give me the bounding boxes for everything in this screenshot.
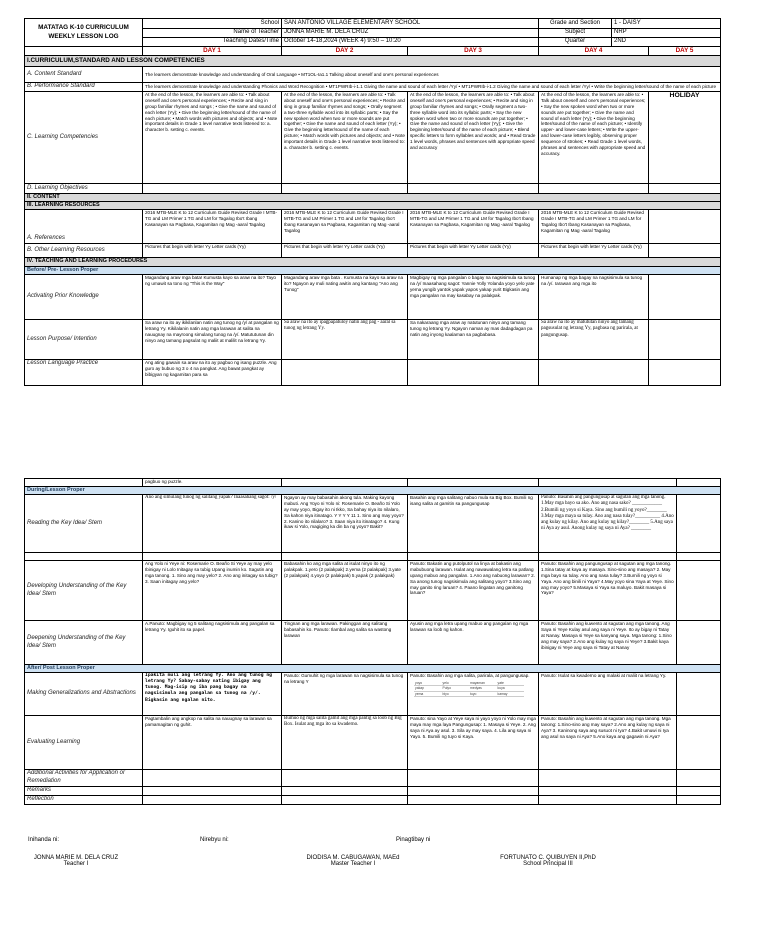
activating-day-3: Magbigay ng mga pangalan o bagay na nagsisimula sa tunog na /y/ Inaasahang sagot: Yannie Yolly Yolanda yoyo yelo yate yema yungib yantok yapak yapos yakap yurit Bigkasin ang mga pangalan na may kasabay na palakpak. — [408, 275, 539, 320]
deepening-day-1: A.Panuto: Magbigay ng 5 salitang nagsisimula ang pangalan sa letrang Yy. Iguhit ito sa papel. — [143, 621, 282, 665]
references-day-4: 2016 MTB-MLE K to 12 Curriculum Guide Revised Grade I MTB-TG and LM Primer 1 TG and LM for Tagalog Ibo't Ibang Kasanayan sa Pagbasa, Kagamitan ng Mag -aaral Tagalog — [539, 210, 649, 244]
deepening-day-4: Panuto: Basahin ang kuwento at sagutan ang mga tanong. Ang Saya ni Yeye Kulay asul ang saya ni Yeye. Ito ay bigay ni Tatay at Nanay. Masaya si Yeye sa kanyang saya. Mga tanong: 1.Sino ang may saya? 2.Ano ang kulay ng saya ni Yeye? 3.Bakit kaya ibinigay ni Yeye ang saya ni Tatay at Nanay — [539, 621, 677, 665]
reading-day-4: Panuto: Basahin ang pangungusap at sagutan ang mga tanong. 1.May mga bayo sa ako. Ano ang nasa sako? ____________ 2.Bumili ng yoyo si Kaya. Sino ang bumili ng yoyo?________ 3.May mga maya sa tulay. Ano ang nasa tulay?__________ 4.Ano ang kulay ng kilay. Ano ang kulay ng kilay?________ 5.Ang saya ni Aya ay asul. Anong kulay ng saya ni Aya? ________ — [539, 495, 677, 553]
principal-title: School Principal III — [523, 861, 573, 867]
label-deepening: Deepening Understanding of the Key Idea/ Stem — [25, 621, 143, 665]
references-day-1: 2016 MTB-MLE K to 12 Curriculum Guide Revised Grade I MTB-TG and LM Primer 1 TG and LM for Tagalog Ibo't Ibang Kasanayan sa Pagbasa, Kagamitan ng Mag -aaral Tagalog — [143, 210, 282, 244]
references-day-2: 2016 MTB-MLE K to 12 Curriculum Guide Revised Grade I MTB-TG and LM Primer 1 TG and LM for Tagalog Ibo't Ibang Kasanayan sa Pagbasa, Kagamitan ng Mag -aaral Tagalog — [282, 210, 408, 244]
label-performance-standard: B. Performance Standard — [25, 83, 143, 92]
master-teacher-name: DIODISA M. CABUGAWAN, MAEd — [306, 855, 400, 861]
language-day-1: Ang ating gawain sa araw na ito ay pagbuo ng isang puzzle. Ang guro ay bubuo ng 3 o 4 na pangkat. Ang bawat pangkat ay bibigyan ng kagamitan para sa — [143, 360, 282, 386]
competencies-day-4: At the end of the lesson, the learners are able to: • Talk about oneself and one's personal experiences; • Say the new spoken word when two or more sounds are put together; • Give the name and sound of each letter (Yy); • Give the beginning letter/sound of the name of each picture; • Identify upper- and lower-case letters; • Write the upper- and lower-case letters legibly, observing proper sequence of strokes; • Read Grade 1 level words, phrases and sentences with appropriate speed and accuracy. — [539, 92, 649, 184]
signature-teacher — [16, 855, 136, 867]
subject-value: NRP — [612, 29, 721, 38]
checked-by-label: Nirebyu ni: — [200, 837, 229, 843]
section-during: During/Lesson Proper — [25, 487, 721, 495]
activating-day-1: Magandang araw mga bata! Kumusta kayo sa araw na ito? Tayo ng umawit sa tono ng "This is the Way" — [143, 275, 282, 320]
label-language: Lesson Language Practice — [25, 360, 143, 386]
section-resources: III. LEARNING RESOURCES — [25, 202, 721, 210]
master-teacher-title: Master Teacher I — [330, 861, 376, 867]
label-purpose: Lesson Purpose/ Intention — [25, 320, 143, 360]
lesson-log-page-1 — [24, 18, 720, 386]
word-cell: yate — [497, 681, 525, 686]
teacher-title: Teacher I — [63, 861, 89, 867]
school-value: SAN ANTONIO VILLAGE ELEMENTARY SCHOOL — [282, 19, 539, 29]
teacher-name: JONNA MARIE M. DELA CRUZ — [33, 855, 119, 861]
noted-by-label: Pinagtibay ni — [396, 837, 431, 843]
lesson-log-table-continued — [24, 478, 721, 805]
lesson-log-page-2 — [24, 478, 720, 805]
principal-name: FORTUNATO C. QUIBUYEN II,PhD — [500, 855, 596, 861]
word-cell: tuyo — [469, 691, 497, 696]
word-cell: Pulyo — [442, 686, 470, 691]
section-before: Before/ Pre- Lesson Proper — [25, 267, 721, 275]
purpose-day-1: Sa araw na ito ay ikikilanlan natin ang tunog ng /y/ at pangalan ng letrang Yy. Kikilalanin natin ang mga larawan at salita na nauugnay na mayroong simulang tunog na /y/. Matututunan din ninyo ang tamang pagsulat ng maliit at malilit na letrang Yy. — [143, 320, 282, 360]
evaluating-day-1: Pagtambalin ang angkop na salita na nauugnay sa larawan sa pamamagitan ng guhit. — [143, 716, 282, 770]
language-day-1-continued: pagbuo ng puzzle. — [143, 479, 282, 487]
other-resources-day-2: Pictures that begin with letter Yy Letter cards (Yy) — [282, 244, 408, 258]
quarter-label: Quarter — [539, 38, 612, 47]
label-additional: Additional Activities for Application or Remediation — [25, 770, 143, 787]
section-content: II. CONTENT — [25, 194, 721, 202]
section-procedures: IV. TEACHING AND LEARNING PROCEDURES — [25, 258, 721, 267]
prepared-by-label: Inihanda ni: — [28, 837, 60, 843]
word-cell: medyas — [469, 686, 497, 691]
deepening-day-3: Ayusin ang mga letra upang mabuo ang pangalan ng mga larawan sa loob ng kahon. — [408, 621, 539, 665]
developing-day-1: Ang Yolo ni Yeye ni: Rosemarie O. Beaño Si Yeye ay may yelo Ibinigay ni Lolo Initagay sa tubig Upang inumin ko. Sagutin ang mga tanong. 1. Sino ang may yelo? 2. Ano ang initagay sa tubig? 3. Saan initagay ang yelo? — [143, 561, 282, 621]
quarter-value: 2ND — [612, 38, 721, 47]
dates-value: October 14-18,2024 (WEEK 4) 9:50 – 10:20 — [282, 38, 539, 47]
purpose-day-2: Sa araw na ito ay ipagpapatuloy natin ang pag - aaral sa tunog ng letrang Yy. — [282, 320, 408, 360]
day-5-header: DAY 5 — [649, 47, 721, 56]
label-evaluating: Evaluating Learning — [25, 716, 143, 770]
deepening-day-2: Tingnan ang mga larawan. Pakinggan ang salitang babasahin ko. Panuto: Ilambal ang salita sa wastong larawan — [282, 621, 408, 665]
references-day-3: 2016 MTB-MLE K to 12 Curriculum Guide Revised Grade I MTB-TG and LM Primer 1 TG and LM for Tagalog Ibo't Ibang Kasanayan sa Pagbasa, Kagamitan ng Mag -aaral Tagalog — [408, 210, 539, 244]
word-cell: yema — [414, 691, 442, 696]
label-reflection: Reflection — [25, 796, 143, 805]
word-cell: kamay — [497, 691, 525, 696]
generalizations-day-3-text: Panuto: Basahin ang mga salita, parirala, at pangungusap. — [410, 673, 530, 679]
evaluating-day-2: Bumuo ng mga salita gamit ang mga pantig sa loob ng Big Box. Isulat ang mga ito sa kwaderno. — [282, 716, 408, 770]
evaluating-day-4: Panuto: Basahin ang kuwento at sagutan ang mga tanong. Mga tanong: 1.Sino-sino ang may saya? 2.Ano ang kulay ng saya ni Aya? 3. Kaninong saya ang susuot ni Iya? 4.Bakit umuwi ni Iya ang asul na saya ni Aya? 5.Ano kaya ang gagawin ni Aya? — [539, 716, 677, 770]
other-resources-day-1: Pictures that begin with letter Yy Letter cards (Yy) — [143, 244, 282, 258]
label-references: A. References — [25, 210, 143, 244]
developing-day-2: Babasahin ko ang mga salita at isulat ninyo ito ng palakpak. 1.yero (2 palakpak) 2.yema (2 palakpak) 3.yate (2 palakpak) 4.yoyo (2 palakpak) 5.yapak (2 palakpak) — [282, 561, 408, 621]
performance-standard: The learners demonstrate knowledge and understanding Phonics and Word Recognition • MT1PWRIb-i-1.1 Giving the name and sound of each letter /Yy/ • MT1PWRIb-i-1.2 Giving the name and sound of each letter /Yy/ • Write the beginning letter/sound of the name of each picture — [143, 83, 721, 92]
label-competencies: C. Learning Competencies — [25, 92, 143, 184]
evaluating-day-3: Panuto: sina Yayo at Yeye saya ni yayo yoyo ni Yolo may mga maya may mga laya Pangungusap: 1. Masaya si Yeye. 2. Ang saya ni Aya ay asul. 3. Sila ay may saya. 4. Lila ang saya ni Yayo. 5. Bumili ng tuyo si Kaya. — [408, 716, 539, 770]
generalizations-day-4: Panuto: Isulat sa kwaderno ang malaki at maliit na letrang Yy. — [539, 673, 677, 716]
signature-principal — [478, 855, 618, 867]
word-cell: mayaman — [469, 681, 497, 686]
teacher-label: Name of Teacher — [143, 29, 282, 38]
other-resources-day-4: Pictures that begin with letter Yy Letter cards (Yy) — [539, 244, 649, 258]
day-3-header: DAY 3 — [408, 47, 539, 56]
section-competencies: I.CURRICULUM,STANDARD AND LESSON COMPETENCIES — [25, 56, 721, 67]
signature-master-teacher — [278, 855, 428, 867]
reading-day-1: Ano ang simulang tunog ng salitang yapak? Inaasahang sagot: /y/ — [143, 495, 282, 553]
word-cell: yelo — [442, 681, 470, 686]
label-objectives: D. Learning Objectives — [25, 184, 143, 194]
word-cell: biyo — [442, 691, 470, 696]
label-developing: Developing Understanding of the Key Idea/ Stem — [25, 561, 143, 621]
subject-label: Subject — [539, 29, 612, 38]
other-resources-day-3: Pictures that begin with letter Yy Letter cards (Yy) — [408, 244, 539, 258]
lesson-log-table — [24, 18, 721, 386]
reading-day-3: Basahin ang mga salitang nabuo mula sa Big Box. Bumili ng isang salita at gamitin sa pangungusap — [408, 495, 539, 553]
label-remarks: Remarks — [25, 787, 143, 796]
grade-value: 1 - DAISY — [612, 19, 721, 29]
day-spacer — [25, 47, 143, 56]
label-reading: Reading the Key Idea/ Stem — [25, 495, 143, 553]
activating-day-2: Magandang araw mga bata . Kumusta na kayo sa araw na ito? Ngayon ay muli nating awitin ang kantang "Ano ang Tunog" — [282, 275, 408, 320]
generalizations-day-1: Ipakita muli ang letrang Yy. Ano ang tunog ng letrang Yy? Sabay-sabay nating ibigay ang tunog. Mag-isip ng iba pang bagay na nagsisimula ang pangalan sa tunog na /y/. Bigkasin ang ngalan nito. — [143, 673, 282, 716]
dates-label: Teaching Dates/Time — [143, 38, 282, 47]
competencies-day-3: At the end of the lesson, the learners are able to: • Talk about oneself and one's personal experiences; • Recite and sing in group familiar rhymes and songs; • Orally segment a two-three syllable word into its syllabic parts; • Say the new spoken word when two or more sounds are put together; • Give the name and sound of each letter (Yy); • Give the beginning letter/sound of the name of each picture; • Blend specific letters to form syllables and words; and • Read Grade 1 level words, phrases and sentences with appropriate speed and accuracy — [408, 92, 539, 184]
developing-day-4: Panuto: Basahin ang pangungusap at sagutan ang mga tanong. 1.Sina tatay at kaya ay masaya. Sino-sino ang masaya? 2. May mga bayo sa tulay. Ano ang nasa tulay? 3.Bumili ng yoyo si Yaya. Ano ang binili ni Yaya? 4.May yoyo sina Yaya at Yeye. Sino ang may yoyo? 5.Masaya si Yaya sa maluyo. Bakit masaya si Yaya? — [539, 561, 677, 621]
word-cell: kuya — [497, 686, 525, 691]
label-generalizations: Making Generalizations and Abstractions — [25, 673, 143, 716]
content-standard: The learners demonstrate knowledge and understanding of Oral Language • MT1OL-Ia1.1 Talking about oneself and one's personal experiences — [143, 67, 721, 83]
word-cell: yoyo — [414, 681, 442, 686]
word-grid — [414, 681, 524, 697]
teacher-value: JONNA MARIE M. DELA CRUZ — [282, 29, 539, 38]
day-2-header: DAY 2 — [282, 47, 408, 56]
label-other-resources: B. Other Learning Resources — [25, 244, 143, 258]
developing-day-3: Panuto: Bakatin ang putolputol na linya at bakasin ang mabubuong larawan. Isulat ang nawawalang letra sa patlang upang mabuo ang pangalan. 1.Ano ang nabuong larawan? 2. Sa anong tunog nagsisimula ang salitang yoyo? 3.Sino ang may ganito ring laruan? 4. Paano lingatan ang ganitong laruan? — [408, 561, 539, 621]
word-cell: yakap — [414, 686, 442, 691]
day-1-header: DAY 1 — [143, 47, 282, 56]
competencies-day-2: At the end of the lesson, the learners are able to: • Talk about oneself and one's personal experiences; • Recite and sing in group familiar rhymes and songs; • Orally segment a two-three syllable word into its syllabic parts; • Say the new spoken word when two or more sounds are put together; • Give the name and sound of each letter (Yy); • Give the beginning letter/sound of the name of each picture; • Match words with pictures and objects; and • Note important details in Grade 1 level narrative texts listened to: a. character b. setting c. events. — [282, 92, 408, 184]
generalizations-day-2: Panuto: Gumuhit ng mga larawan na nagsisimula sa tunog na letrang Y — [282, 673, 408, 716]
label-activating: Activating Prior Knowledge — [25, 275, 143, 320]
competencies-day-1: At the end of the lesson, the learners are able to: • Talk about oneself and one's personal experiences; • Recite and sing in group familiar rhymes and songs ; • Give the name and sound of each letter (Yy); • Give the beginning letter/sound of the name of each picture; • Match words with pictures and objects; and • Note important details in Grade 1 level narrative texts listened to: a. character b. setting c. events. — [143, 92, 282, 184]
day-4-header: DAY 4 — [539, 47, 649, 56]
section-after: After/ Post Lesson Proper — [25, 665, 721, 673]
school-label: School — [143, 19, 282, 29]
reading-day-2: Ngayon ay may babasahin akong tula. Making kayong mabuti. Ang Yoyo ni Yolo ni: Rosemarie O. Beaño Si Yolo ay may yoyo, Bigay ito ni Ikko, Sa bahay niya ito nilalaro, Sa kahon niya itinatago. Y Y Y Y 11 1. Sino ang may yoyo? 2. Kanino ito nilalaro? 3. Saan niya ito itinatago? 4. Kung ikaw si Yolo, magiging ka din ba ng yoyo? Bakit? — [282, 495, 408, 553]
purpose-day-3: Sa nakaraang mga araw ay natutunan ninyo ang tamang tunog ng letrang Yy. Ngayon naman ay mas dadagdagan pa natin ang inyong kaalaman sa pagbabasa. — [408, 320, 539, 360]
generalizations-day-3 — [408, 673, 539, 716]
activating-day-4: Humanap ng mga bagay na nagsisimula sa tunog na /y/. Iarawan ang mga ito — [539, 275, 649, 320]
purpose-day-4: Sa araw na ito ay matututan ninyo ang tamang pagsusulat ng letrang Yy, pagbasa ng parirala, at pangungusap. — [539, 320, 649, 360]
holiday-label: HOLIDAY — [649, 92, 721, 184]
grade-label: Grade and Section — [539, 19, 612, 29]
log-title: MATATAG K-10 CURRICULUM WEEKLY LESSON LOG — [25, 19, 143, 47]
label-content-standard: A. Content Standard — [25, 67, 143, 83]
